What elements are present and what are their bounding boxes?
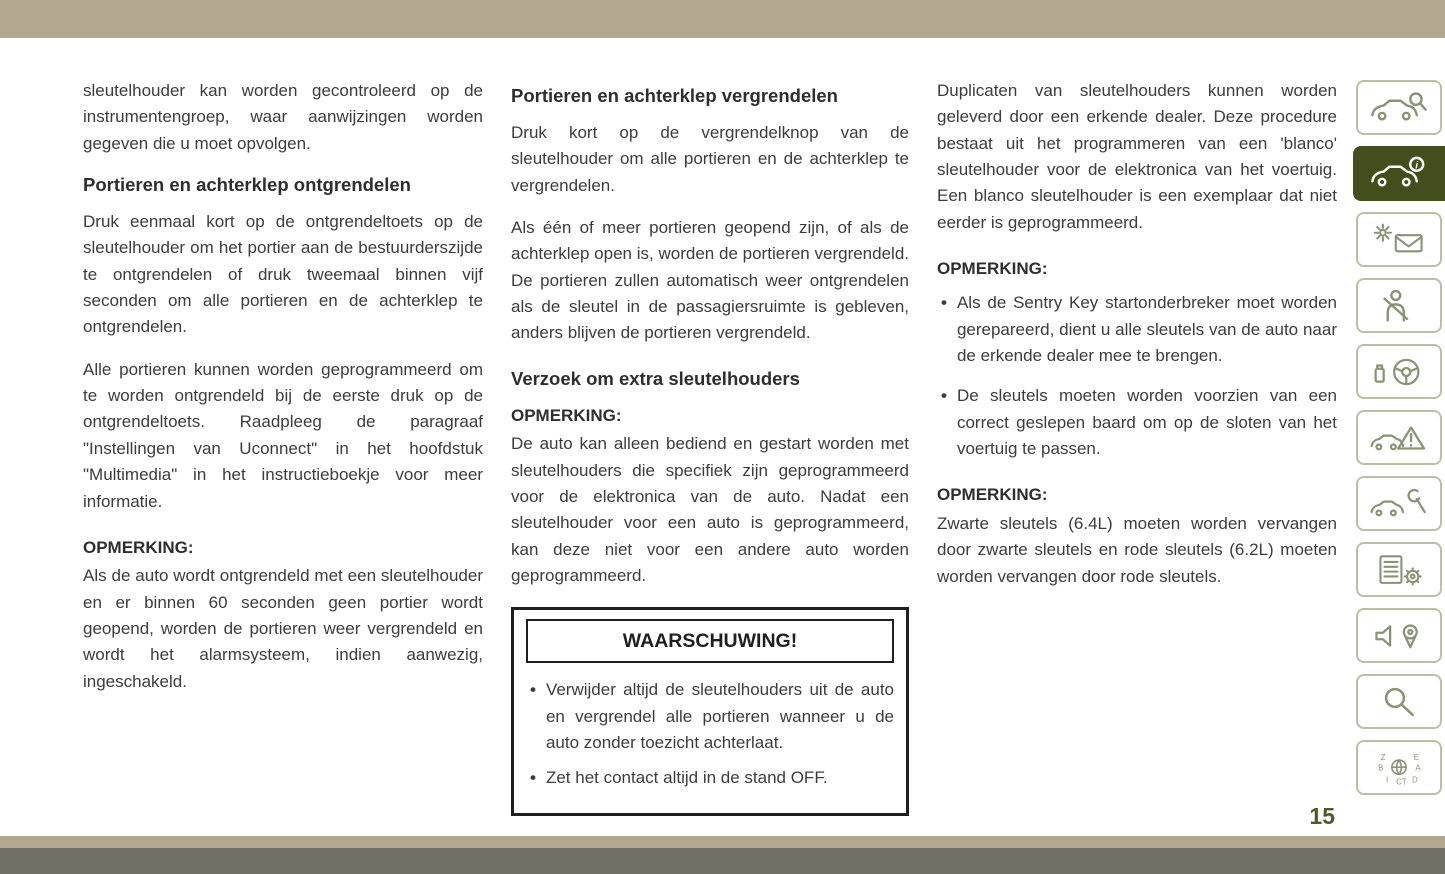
svg-text:B: B bbox=[1378, 762, 1384, 772]
note-text: Zwarte sleutels (6.4L) moeten worden vervangen door zwarte sleutels en rode sleutels (6.2L) moeten worden vervangen door rode sleutels. bbox=[937, 513, 1337, 586]
bottom-band-tan bbox=[0, 836, 1445, 848]
column-3 bbox=[937, 78, 1337, 606]
svg-text:Z: Z bbox=[1380, 752, 1386, 762]
column-2 bbox=[511, 78, 909, 816]
note-text: Als de auto wordt ontgrendeld met een sleutelhouder en er binnen 60 seconden geen portier wordt geopend, worden de portieren weer vergrendeld en wordt het alarmsysteem, indien aanwezig, ingeschakeld. bbox=[83, 566, 483, 691]
page-content bbox=[83, 78, 1337, 816]
tab-alphabetical-index bbox=[1356, 740, 1442, 795]
tab-multimedia bbox=[1356, 608, 1442, 663]
svg-text:CT: CT bbox=[1396, 777, 1407, 787]
note-label: OPMERKING: bbox=[511, 405, 622, 425]
tab-index bbox=[1356, 674, 1442, 729]
car-info-icon bbox=[1370, 156, 1428, 192]
car-warning-triangle-icon bbox=[1370, 420, 1428, 456]
svg-text:D: D bbox=[1411, 774, 1418, 784]
column-1 bbox=[83, 78, 483, 711]
list-item-text: • Als de Sentry Key startonderbreker moet worden gerepareerd, dient u alle sleutels van de auto naar de erkende dealer mee te brengen. bbox=[956, 293, 1337, 366]
note-label: OPMERKING: bbox=[83, 537, 194, 557]
warning-list-item bbox=[526, 765, 894, 791]
tab-servicing-and-maintenance bbox=[1356, 476, 1442, 531]
body-paragraph: Druk eenmaal kort op de ontgrendeltoets op de sleutelhouder om het portier aan de bestuurderszijde te ontgrendelen of druk tweemaal binnen vijf seconden om alle portieren en de achterklep te ontgrendelen. bbox=[83, 212, 483, 337]
section-heading: Verzoek om extra sleutelhouders bbox=[511, 367, 800, 389]
list-item bbox=[937, 290, 1337, 369]
note-text: De auto kan alleen bediend en gestart worden met sleutelhouders die specifiek zijn geprogrammeerd voor de elektronica van de auto. Nadat een sleutelhouder voor een auto is geprogrammeerd, kan deze niet voor een andere auto worden geprogrammeerd. bbox=[511, 434, 909, 585]
warning-title: WAARSCHUWING! bbox=[526, 619, 894, 663]
list-item-text: • De sleutels moeten worden voorzien van een correct geslepen baard om op de sloten van het voertuig te passen. bbox=[956, 386, 1337, 459]
steering-wheel-key-icon bbox=[1370, 354, 1428, 390]
tab-getting-to-know-your-vehicle bbox=[1353, 146, 1445, 201]
magnifier-icon bbox=[1370, 684, 1428, 720]
chapter-tab-rail bbox=[1353, 80, 1445, 795]
page-number: 15 bbox=[1309, 803, 1335, 829]
warning-light-message-icon bbox=[1370, 222, 1428, 258]
svg-text:I: I bbox=[1386, 774, 1389, 784]
svg-text:E: E bbox=[1413, 752, 1420, 762]
tab-starting-and-operating bbox=[1356, 344, 1442, 399]
warning-list-item bbox=[526, 677, 894, 756]
speaker-pin-icon bbox=[1370, 618, 1428, 654]
body-paragraph: Druk kort op de vergrendelknop van de sleutelhouder om alle portieren en de achterklep te vergrendelen. bbox=[511, 123, 909, 195]
body-paragraph: Alle portieren kunnen worden geprogrammeerd om te worden ontgrendeld bij de eerste druk op de ontgrendeltoets. Raadpleeg de paragraaf "Instellingen van Uconnect" in het hoofdstuk "Multimedia" in het instructieboekje voor meer informatie. bbox=[83, 359, 483, 511]
warning-box bbox=[511, 607, 909, 816]
section-heading: Portieren en achterklep vergrendelen bbox=[511, 85, 838, 106]
body-paragraph: Als één of meer portieren geopend zijn, of als de achterklep open is, worden de portieren vergrendeld. De portieren zullen automatisch weer ontgrendelen als de sleutel in de passagiersruimte is gebleven, anders blijven de portieren vergrendeld. bbox=[511, 218, 909, 343]
section-heading: Portieren en achterklep ontgrendelen bbox=[83, 174, 411, 196]
bottom-band-dark bbox=[0, 848, 1445, 874]
svg-text:i: i bbox=[1415, 159, 1419, 171]
tab-safety bbox=[1356, 278, 1442, 333]
note-label: OPMERKING: bbox=[937, 485, 1048, 505]
document-gear-icon bbox=[1370, 552, 1428, 588]
tab-instrument-panel bbox=[1356, 212, 1442, 267]
tab-in-case-of-emergency bbox=[1356, 410, 1442, 465]
svg-text:A: A bbox=[1415, 762, 1421, 772]
seatbelt-occupant-icon bbox=[1370, 288, 1428, 324]
body-paragraph: sleutelhouder kan worden gecontroleerd op de instrumentengroep, waar aanwijzingen worden gegeven die u moet opvolgen. bbox=[83, 81, 483, 153]
warning-item-text: • Verwijder altijd de sleutelhouders uit de auto en vergrendel alle portieren wanneer u de auto zonder toezicht achterlaat. bbox=[545, 680, 894, 753]
car-wrench-icon bbox=[1370, 486, 1428, 522]
globe-letters-icon bbox=[1370, 749, 1428, 787]
top-band bbox=[0, 0, 1445, 38]
tab-technical-specifications bbox=[1356, 542, 1442, 597]
body-paragraph: Duplicaten van sleutelhouders kunnen worden geleverd door een erkende dealer. Deze procedure bestaat uit het programmeren van een 'blanco' sleutelhouder voor de elektronica van het voertuig. Een blanco sleutelhouder is een exemplaar dat niet eerder is geprogrammeerd. bbox=[937, 81, 1337, 232]
tab-illustrated-contents bbox=[1356, 80, 1442, 135]
car-search-icon bbox=[1370, 90, 1428, 126]
note-label: OPMERKING: bbox=[937, 259, 1048, 279]
warning-item-text: • Zet het contact altijd in de stand OFF. bbox=[545, 767, 828, 787]
list-item bbox=[937, 383, 1337, 462]
